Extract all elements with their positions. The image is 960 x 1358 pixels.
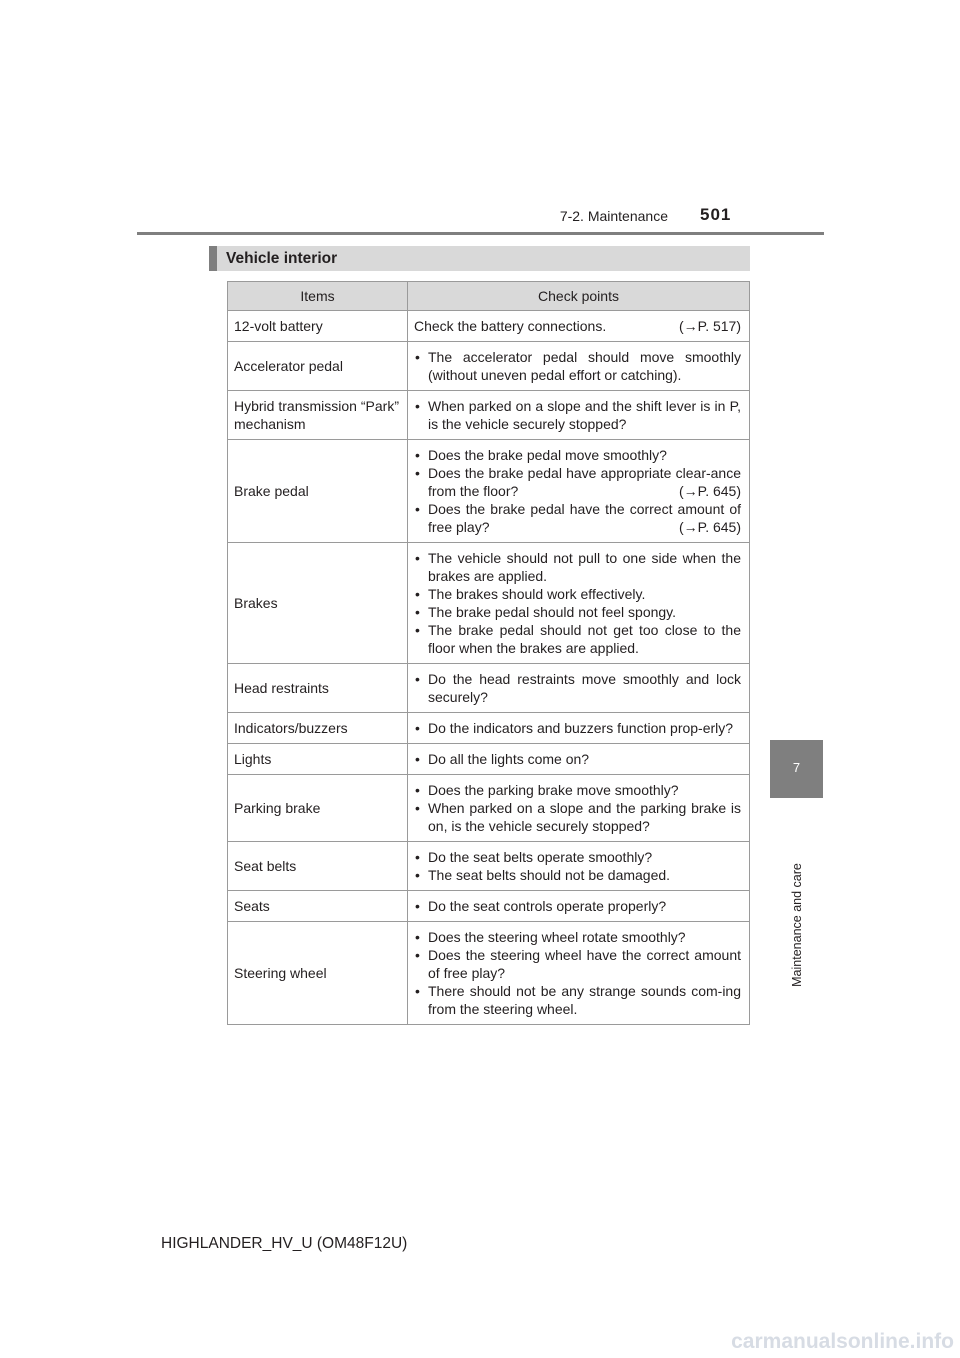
page-reference: (→P. 517) — [679, 318, 741, 334]
check-point-bullet: • Does the brake pedal move smoothly? — [414, 446, 741, 464]
check-points-cell — [408, 775, 750, 842]
check-point-bullet: • Do the head restraints move smoothly and lock securely? — [414, 670, 741, 706]
check-point-bullet: • The seat belts should not be damaged. — [414, 866, 741, 884]
item-cell: Seats — [228, 891, 408, 922]
check-points-cell — [408, 891, 750, 922]
check-points-cell — [408, 842, 750, 891]
section-label: 7-2. Maintenance — [559, 208, 668, 224]
check-point-bullet: • The brake pedal should not feel spongy. — [414, 603, 741, 621]
check-point-bullet: • Does the parking brake move smoothly? — [414, 781, 741, 799]
item-cell: Brake pedal — [228, 440, 408, 543]
table-row — [228, 891, 750, 922]
check-points-cell — [408, 391, 750, 440]
check-point-bullet: • Does the steering wheel have the correct amount of free play? — [414, 946, 741, 982]
header-rule — [137, 232, 824, 235]
table-row — [228, 775, 750, 842]
table-row — [228, 311, 750, 342]
table-row — [228, 744, 750, 775]
check-points-cell — [408, 664, 750, 713]
check-point-text: Does the brake pedal have the correct amount of free play? — [428, 501, 741, 535]
check-point-bullet: • Do the seat belts operate smoothly? — [414, 848, 741, 866]
check-point-bullet — [414, 464, 741, 500]
chapter-title: Maintenance and care — [790, 863, 804, 987]
check-points-cell — [408, 342, 750, 391]
item-cell: Lights — [228, 744, 408, 775]
check-points-cell — [408, 311, 750, 342]
table-row — [228, 713, 750, 744]
check-points-cell — [408, 440, 750, 543]
check-point-bullet: • Do the indicators and buzzers function prop-erly? — [414, 719, 741, 737]
check-point-bullet — [414, 500, 741, 536]
item-cell: Steering wheel — [228, 922, 408, 1025]
check-point-text: Check the battery connections. — [414, 318, 607, 334]
item-cell: Brakes — [228, 543, 408, 664]
check-points-cell — [408, 713, 750, 744]
table-row — [228, 543, 750, 664]
check-points-cell — [408, 543, 750, 664]
page-reference: (→P. 645) — [679, 519, 741, 535]
chapter-tab[interactable]: 7 — [770, 740, 823, 798]
item-cell: Hybrid transmission “Park” mechanism — [228, 391, 408, 440]
item-cell: Seat belts — [228, 842, 408, 891]
check-points-cell — [408, 744, 750, 775]
check-point-bullet: • When parked on a slope and the shift lever is in P, is the vehicle securely stopped? — [414, 397, 741, 433]
check-point-bullet: • Do all the lights come on? — [414, 750, 741, 768]
page-number: 501 — [700, 205, 732, 224]
item-cell: Accelerator pedal — [228, 342, 408, 391]
check-point-bullet: • The accelerator pedal should move smoothly (without uneven pedal effort or catching). — [414, 348, 741, 384]
check-points-cell — [408, 922, 750, 1025]
column-header-items: Items — [228, 282, 408, 311]
check-point-text: Does the brake pedal have appropriate clear-ance from the floor? — [428, 465, 741, 499]
check-point-bullet: • The vehicle should not pull to one side when the brakes are applied. — [414, 549, 741, 585]
item-cell: Head restraints — [228, 664, 408, 713]
footer-model-code: HIGHLANDER_HV_U (OM48F12U) — [161, 1235, 408, 1252]
item-cell: 12-volt battery — [228, 311, 408, 342]
check-point-bullet: • There should not be any strange sounds com-ing from the steering wheel. — [414, 982, 741, 1018]
table-row — [228, 664, 750, 713]
item-cell: Parking brake — [228, 775, 408, 842]
check-table — [227, 281, 750, 1025]
item-cell: Indicators/buzzers — [228, 713, 408, 744]
check-point-bullet: • Does the steering wheel rotate smoothly? — [414, 928, 741, 946]
watermark: carmanualsonline.info — [731, 1330, 954, 1353]
table-row — [228, 440, 750, 543]
table-row — [228, 922, 750, 1025]
table-header-row — [228, 282, 750, 311]
table-row — [228, 342, 750, 391]
check-point-bullet: • When parked on a slope and the parking brake is on, is the vehicle securely stopped? — [414, 799, 741, 835]
table-row — [228, 842, 750, 891]
check-point-bullet: • The brakes should work effectively. — [414, 585, 741, 603]
column-header-check-points: Check points — [408, 282, 750, 311]
check-point-line — [414, 317, 741, 335]
check-point-bullet: • The brake pedal should not get too close to the floor when the brakes are applied. — [414, 621, 741, 657]
section-heading: Vehicle interior — [209, 246, 750, 271]
table-row — [228, 391, 750, 440]
page-reference: (→P. 645) — [679, 483, 741, 499]
check-point-bullet: • Do the seat controls operate properly? — [414, 897, 741, 915]
